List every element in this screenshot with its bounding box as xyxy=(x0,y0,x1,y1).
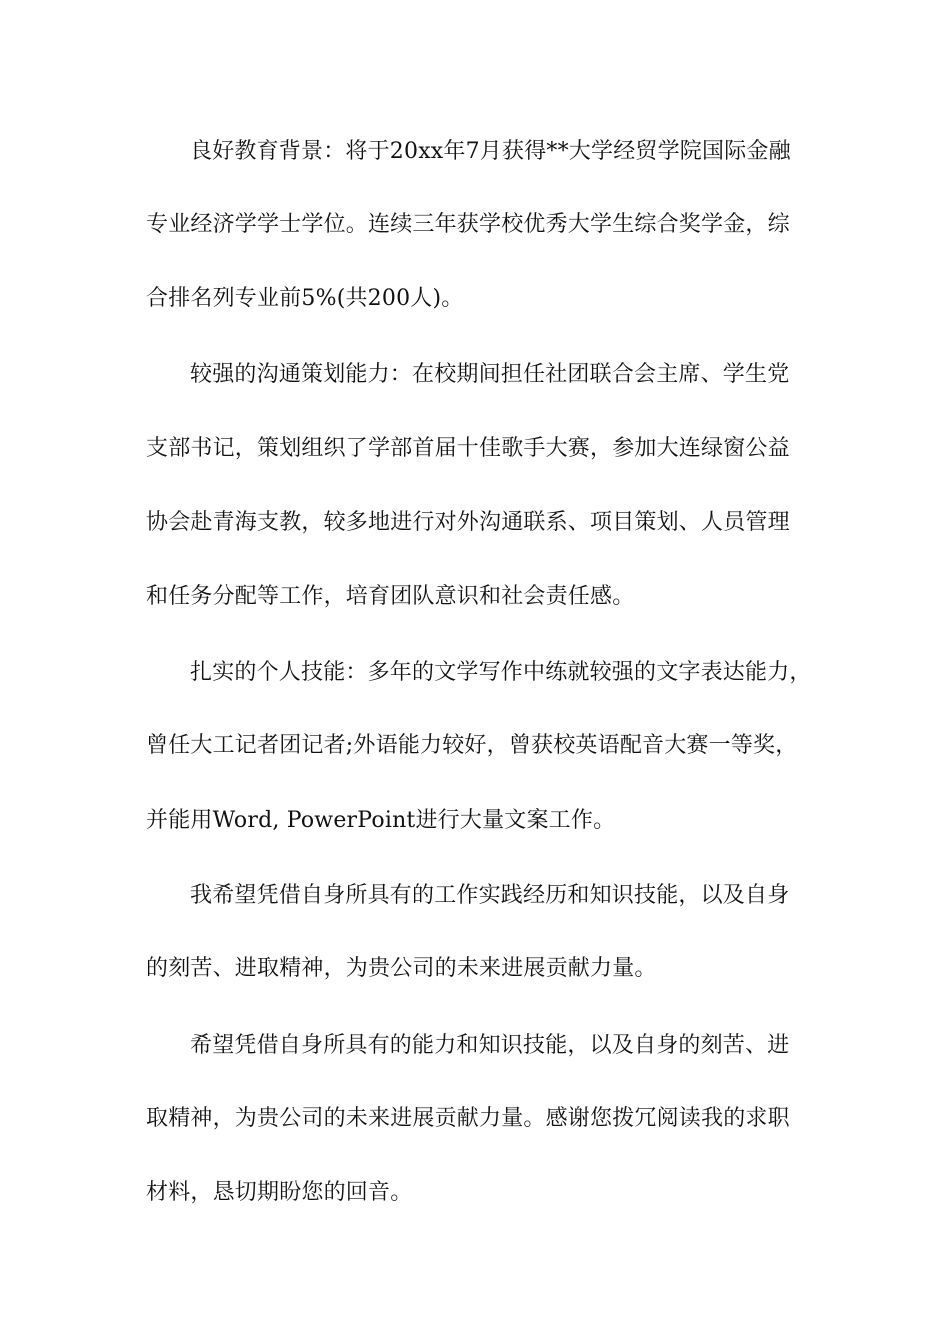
paragraph-5-line-2: 取精神，为贵公司的未来进展贡献力量。感谢您拨冗阅读我的求职 xyxy=(146,1106,790,1131)
paragraph-1-line-2: 专业经济学学士学位。连续三年获学校优秀大学生综合奖学金，综 xyxy=(146,212,790,237)
paragraph-2-line-3: 协会赴青海支教，较多地进行对外沟通联系、项目策划、人员管理 xyxy=(146,510,790,535)
paragraph-2-line-1: 较强的沟通策划能力：在校期间担任社团联合会主席、学生党 xyxy=(190,362,790,387)
paragraph-3-line-2: 曾任大工记者团记者;外语能力较好，曾获校英语配音大赛一等奖， xyxy=(146,733,798,758)
paragraph-5-line-3: 材料，恳切期盼您的回音。 xyxy=(146,1180,413,1205)
paragraph-3-line-1: 扎实的个人技能：多年的文学写作中练就较强的文字表达能力， xyxy=(190,660,812,685)
paragraph-4-line-2: 的刻苦、进取精神，为贵公司的未来进展贡献力量。 xyxy=(146,956,657,981)
paragraph-2-line-4: 和任务分配等工作，培育团队意识和社会责任感。 xyxy=(146,584,635,609)
paragraph-1-line-3: 合排名列专业前5%(共200人)。 xyxy=(146,286,464,311)
paragraph-5-line-1: 希望凭借自身所具有的能力和知识技能，以及自身的刻苦、进 xyxy=(190,1033,790,1058)
paragraph-3-line-3: 并能用Word, PowerPoint进行大量文案工作。 xyxy=(146,808,616,833)
paragraph-2-line-2: 支部书记，策划组织了学部首届十佳歌手大赛，参加大连绿窗公益 xyxy=(146,436,790,461)
paragraph-1-line-1: 良好教育背景：将于20xx年7月获得**大学经贸学院国际金融 xyxy=(190,139,791,164)
paragraph-4-line-1: 我希望凭借自身所具有的工作实践经历和知识技能，以及自身 xyxy=(190,883,790,908)
